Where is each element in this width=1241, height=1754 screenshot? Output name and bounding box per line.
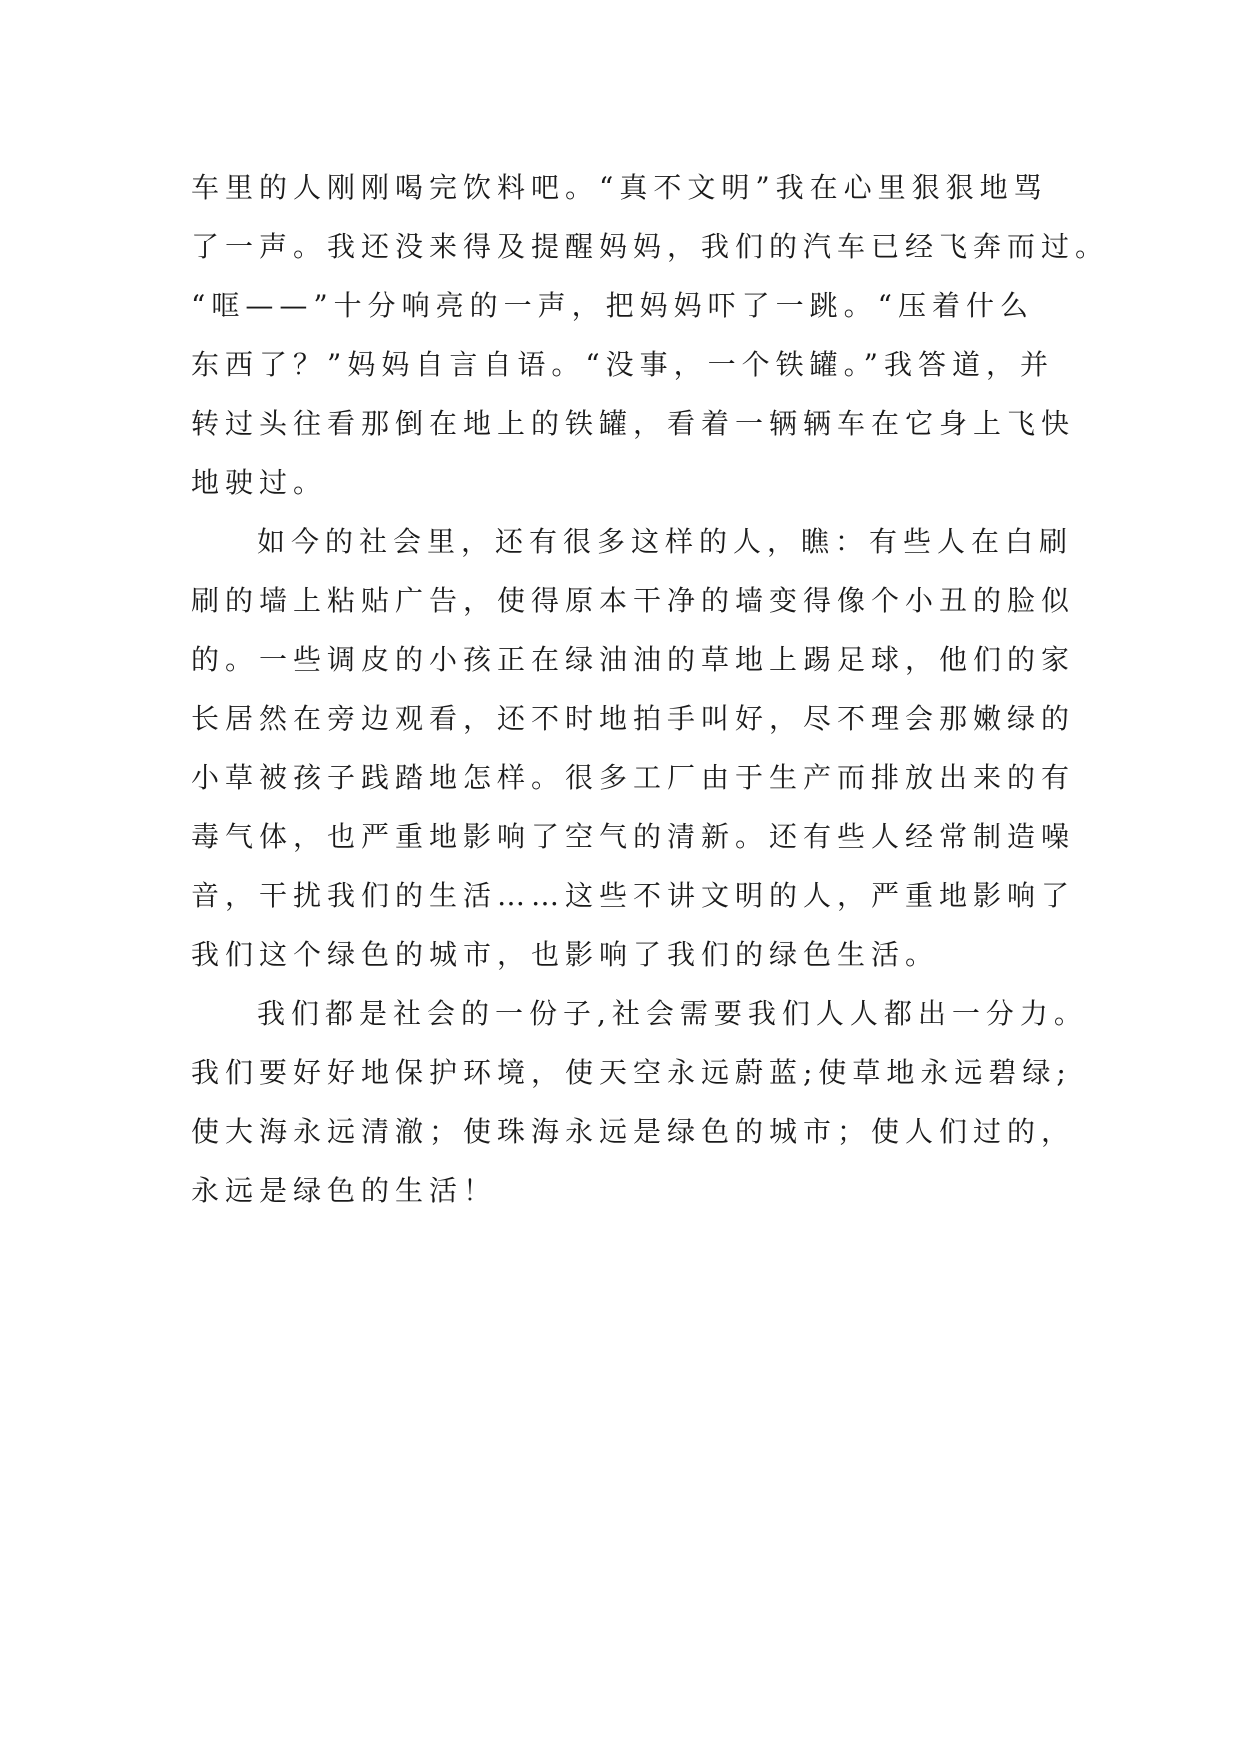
text-line: 我们这个绿色的城市，也影响了我们的绿色生活。 bbox=[191, 938, 940, 971]
text-line: 车里的人刚刚喝完饮料吧。“真不文明”我在心里狠狠地骂 bbox=[191, 171, 1048, 204]
text-line: 永远是绿色的生活！ bbox=[191, 1174, 498, 1207]
text-line: 音，干扰我们的生活……这些不讲文明的人，严重地影响了 bbox=[191, 879, 1076, 912]
text-line: 转过头往看那倒在地上的铁罐，看着一辆辆车在它身上飞快 bbox=[191, 407, 1076, 440]
paragraph-start-line: 我们都是社会的一份子,社会需要我们人人都出一分力。 bbox=[257, 997, 1088, 1030]
text-line: 长居然在旁边观看，还不时地拍手叫好，尽不理会那嫩绿的 bbox=[191, 702, 1076, 735]
text-line: 刷的墙上粘贴广告，使得原本干净的墙变得像个小丑的脸似 bbox=[191, 584, 1076, 617]
text-line: 小草被孩子践踏地怎样。很多工厂由于生产而排放出来的有 bbox=[191, 761, 1076, 794]
text-line: 我们要好好地保护环境，使天空永远蔚蓝;使草地永远碧绿; bbox=[191, 1056, 1072, 1089]
text-line: 使大海永远清澈；使珠海永远是绿色的城市；使人们过的， bbox=[191, 1115, 1076, 1148]
text-line: 毒气体，也严重地影响了空气的清新。还有些人经常制造噪 bbox=[191, 820, 1076, 853]
text-line: 的。一些调皮的小孩正在绿油油的草地上踢足球，他们的家 bbox=[191, 643, 1076, 676]
text-line: 东西了？”妈妈自言自语。“没事，一个铁罐。”我答道，并 bbox=[191, 348, 1054, 381]
text-line: 了一声。我还没来得及提醒妈妈，我们的汽车已经飞奔而过。 bbox=[191, 230, 1110, 263]
paragraph-start-line: 如今的社会里，还有很多这样的人，瞧：有些人在白刷 bbox=[257, 525, 1074, 558]
text-line: “哐——”十分响亮的一声，把妈妈吓了一跳。“压着什么 bbox=[191, 289, 1034, 322]
body-text bbox=[191, 158, 1110, 1220]
text-line: 地驶过。 bbox=[191, 466, 328, 499]
